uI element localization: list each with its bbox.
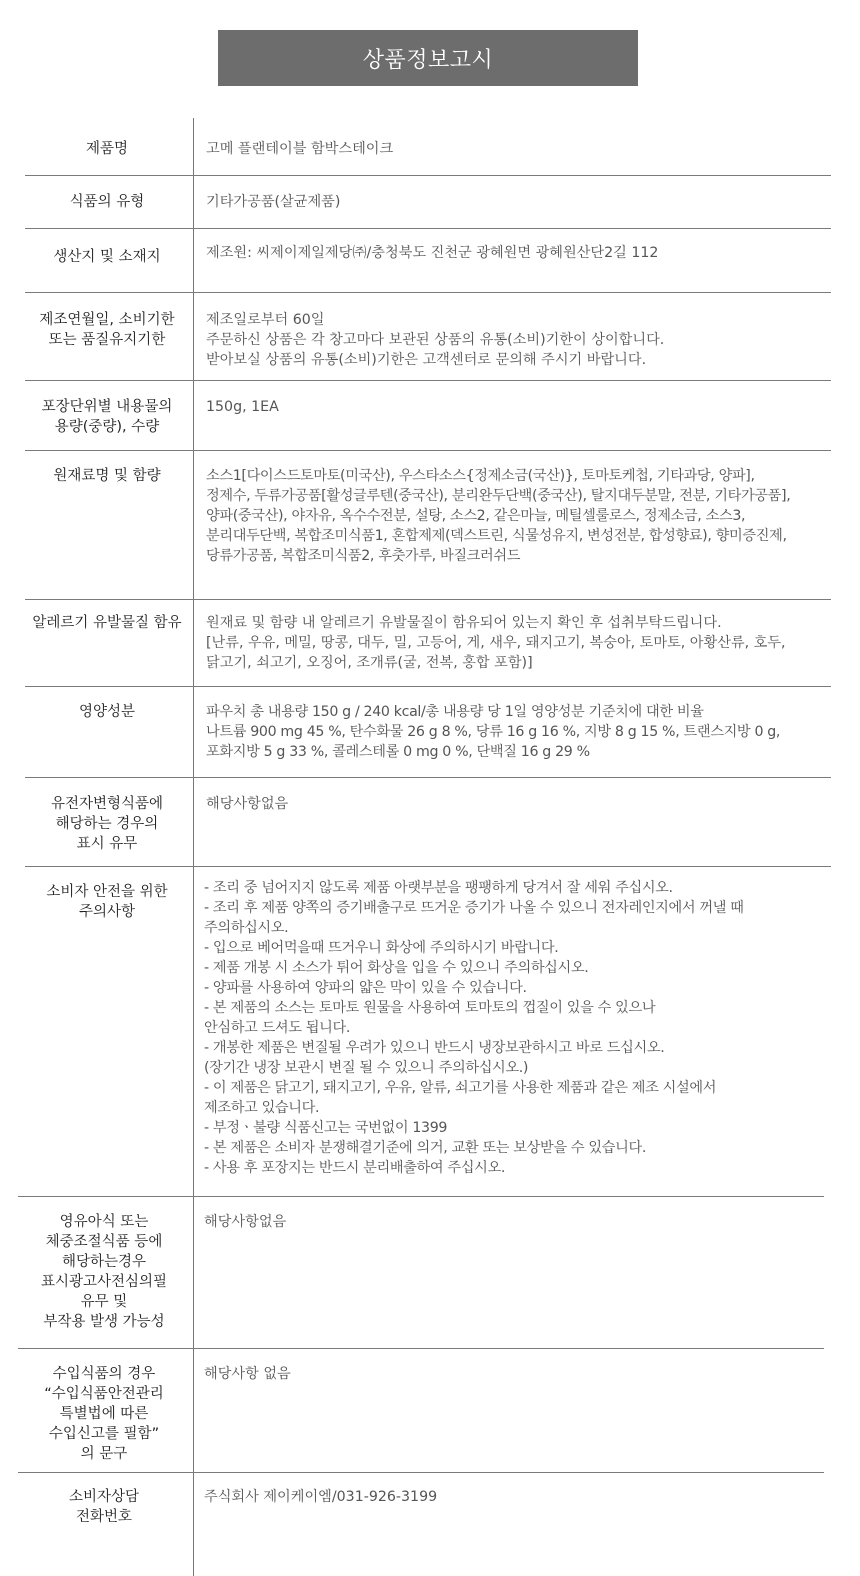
row-label-product-name: 제품명 xyxy=(85,141,129,157)
row-value-expiry: 제조일로부터 60일 주문하신 상품은 각 창고마다 보관된 상품의 유통(소비)기한이 상이합니다. 받아보실 상품의 유통(소비)기한은 고객센터로 문의해 주시기 바랍니다. xyxy=(206,312,665,368)
row-label-allergens: 알레르기 유발물질 함유 xyxy=(32,615,182,631)
row-label-capacity: 포장단위별 내용물의 용량(중량), 수량 xyxy=(41,399,173,435)
row-divider xyxy=(25,228,831,229)
row-value-consumer-contact: 주식회사 제이케이엠/031-926-3199 xyxy=(204,1489,438,1505)
row-divider xyxy=(25,777,831,778)
row-label-gmo: 유전자변형식품에 해당하는 경우의 표시 유무 xyxy=(50,796,164,852)
row-value-food-type: 기타가공품(살균제품) xyxy=(206,194,341,210)
row-divider xyxy=(25,866,831,867)
row-label-origin-location: 생산지 및 소재지 xyxy=(53,249,161,265)
row-label-consumer-contact: 소비자상담 전화번호 xyxy=(68,1489,140,1525)
row-label-food-type: 식품의 유형 xyxy=(69,194,145,210)
row-divider xyxy=(18,1348,824,1349)
row-value-imported-food: 해당사항 없음 xyxy=(204,1366,291,1382)
row-value-infant-diet-food: 해당사항없음 xyxy=(204,1214,287,1230)
row-divider xyxy=(25,450,831,451)
row-divider xyxy=(25,175,831,176)
row-value-nutrition: 파우치 총 내용량 150 g / 240 kcal/총 내용량 당 1일 영양성분 기준치에 대한 비율 나트륨 900 mg 45 %, 탄수화물 26 g 8 %, 당류 16 g 16 %, 지방 8 g 15 %, 트랜스지방 0 g, 포화지방 5 g 33 %, 콜레스테롤 0 mg 0 %, 단백질 16 g 29 % xyxy=(206,704,781,760)
row-value-safety-notes: - 조리 중 넘어지지 않도록 제품 아랫부분을 팽팽하게 당겨서 잘 세워 주십시오. - 조리 후 제품 양쪽의 증기배출구로 뜨거운 증기가 나올 수 있으니 전자레인지에서 꺼낼 때 주의하십시오. - 입으로 베어먹을때 뜨거우니 화상에 주의하시기 바랍니다. - 제품 개봉 시 소스가 튀어 화상을 입을 수 있으니 주의하십시오. - 양파를 사용하여 양파의 얇은 막이 있을 수 있습니다. - 본 제품의 소스는 토마토 원물을 사용하여 토마토의 껍질이 있을 수 있으나 안심하고 드셔도 됩니다. - 개봉한 제품은 변질될 우려가 있으니 반드시 냉장보관하시고 바로 드십시오. (장기간 냉장 보관시 변질 될 수 있으니 주의하십시오.) - 이 제품은 닭고기, 돼지고기, 우유, 알류, 쇠고기를 사용한 제품과 같은 제조 시설에서 제조하고 있습니다. - 부정ㆍ불량 식품신고는 국번없이 1399 - 본 제품은 소비자 분쟁해결기준에 의거, 교환 또는 보상받을 수 있습니다. - 사용 후 포장지는 반드시 분리배출하여 주십시오. xyxy=(204,880,744,1176)
row-value-allergens: 원재료 및 함량 내 알레르기 유발물질이 함유되어 있는지 확인 후 섭취부탁드립니다. [난류, 우유, 메밀, 땅콩, 대두, 밀, 고등어, 게, 새우, 돼지고기, 복숭아, 토마토, 아황산류, 호두, 닭고기, 쇠고기, 오징어, 조개류(굴, 전복, 홍합 포함)] xyxy=(206,615,786,671)
column-divider xyxy=(193,118,194,1576)
row-label-imported-food: 수입식품의 경우 “수입식품안전관리 특별법에 따른 수입신고를 필함” 의 문구 xyxy=(44,1366,164,1462)
row-label-ingredients: 원재료명 및 함량 xyxy=(53,468,161,484)
row-label-infant-diet-food: 영유아식 또는 체중조절식품 등에 해당하는경우 표시광고사전심의필 유무 및 부작용 발생 가능성 xyxy=(40,1214,168,1330)
row-divider xyxy=(25,380,831,381)
row-value-gmo: 해당사항없음 xyxy=(206,796,289,812)
page-title: 상품정보고시 xyxy=(218,30,638,86)
row-value-capacity: 150g, 1EA xyxy=(206,399,279,415)
row-divider xyxy=(25,292,831,293)
row-value-product-name: 고메 플랜테이블 함박스테이크 xyxy=(206,141,394,157)
row-value-ingredients: 소스1[다이스드토마토(미국산), 우스타소스{정제소금(국산)}, 토마토케첩, 기타과당, 양파], 정제수, 두류가공품[활성글루텐(중국산), 분리완두단백(중국산), 탈지대두분말, 전분, 기타가공품], 양파(중국산), 야자유, 옥수수전분, 설탕, 소스2, 같은마늘, 메틸셀룰로스, 정제소금, 소스3, 분리대두단백, 복합조미식품1, 혼합제제(덱스트린, 식물성유지, 변성전분, 합성향료), 향미증진제, 당류가공품, 복합조미식품2, 후춧가루, 바질크러쉬드 xyxy=(206,468,791,564)
row-divider xyxy=(18,1196,824,1197)
row-label-nutrition: 영양성분 xyxy=(78,704,136,720)
row-divider xyxy=(25,686,831,687)
row-divider xyxy=(25,599,831,600)
row-value-origin-location: 제조원: 씨제이제일제당㈜/충청북도 진천군 광혜원면 광혜원산단2길 112 xyxy=(206,245,659,261)
row-label-safety-notes: 소비자 안전을 위한 주의사항 xyxy=(46,884,168,920)
row-label-expiry: 제조연월일, 소비기한 또는 품질유지기한 xyxy=(39,312,175,348)
row-divider xyxy=(18,1472,824,1473)
